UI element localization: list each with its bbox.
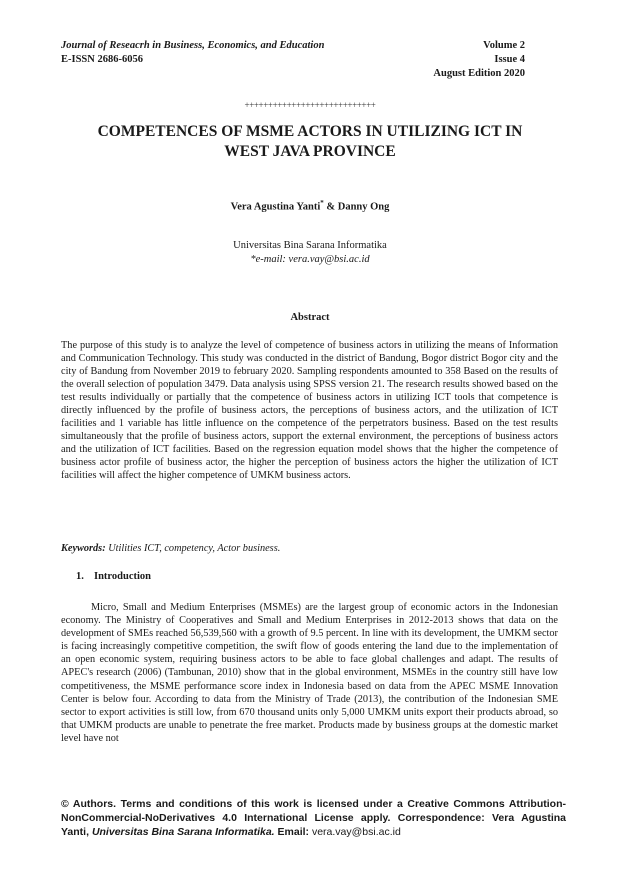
paper-title: [60, 122, 560, 162]
license-text: © Authors. Terms and conditions of this work is licensed under a Creative Commons Attribution-NonCommercial-NoDerivatives 4.0 International License apply. Correspondence: Vera Agustina Yanti,: [61, 798, 566, 838]
abstract-body: The purpose of this study is to analyze the level of competence of business actors in utilizing the means of Information and Communication Technology. This study was conducted in the district of Bandung, Bogor district Bogor city and the city of Bandung from November 2019 to february 2020. Sampling respondents amounted to 358 Based on the results of the overall selection of population 3479. Data analysis using SPSS version 21. The research results showed based on the test results individually or partially that the competence of business actors in utilizing ICT tools that competence is directly influenced by the profile of business actors, the perceptions of business actors, and the utilization of ICT facilities and 1 variable has little influence on the competence of the perpetrators business. Based on the test results simultaneously that the profile of business actors, support the external environment, the perceptions of business actors and the utilization of ICT facilities. Based on the regression equation model shows that the higher the competence of business actor profile of business actor, the higher the perception of business actors the higher the utilization of ICT facilities will affect the higher competence of UMKM business actors.: [61, 340, 558, 481]
author-first: Vera Agustina Yanti: [230, 201, 321, 213]
author-email: *e-mail: vera.vay@bsi.ac.id: [250, 254, 370, 265]
license-footer: [61, 797, 566, 839]
section-title: Introduction: [94, 571, 151, 582]
journal-issue: Issue 4: [494, 54, 525, 65]
keywords-label: Keywords:: [61, 543, 106, 554]
keywords: [61, 543, 280, 554]
email-label: Email:: [277, 826, 310, 838]
affiliation-block: [0, 239, 620, 267]
paper-title-line-1: COMPETENCES OF MSME ACTORS IN UTILIZING ICT IN: [97, 123, 523, 140]
corresponding-mark: *: [320, 199, 324, 207]
affiliation-footer: Universitas Bina Sarana Informatika.: [91, 826, 275, 838]
journal-name: Journal of Reseacrh in Business, Economics, and Education: [61, 40, 325, 51]
introduction-paragraph: Micro, Small and Medium Enterprises (MSMEs) are the largest group of economic actors in the Indonesian economy. The Ministry of Cooperatives and Small and Medium Enterprises in 2012-2013 shows that data on the development of SMEs reached 56,539,560 with a growth of 9.5 percent. In line with its development, the UMKM sector is facing increasingly competitive competition, the swift flow of goods entering the land due to the implementation of an open economic system, requiring business actors to be able to face global challenges and adapt. The results of APEC's research (2006) (Tambunan, 2010) show that in the global environment, MSMEs in the country still have low competitiveness, the MSME performance score index in Indonesia based on data from the APEC MSME Innovation Center is below four. According to data from the Ministry of Trade (2013), the contribution of the Indonesian SME sector to export activities is still low, from 670 thousand units only 5,000 UMKM units export their products abroad, so that UMKM products are unable to penetrate the free market. Products made by business groups at the domestic market level have not: [61, 602, 558, 744]
affiliation: Universitas Bina Sarana Informatika: [233, 240, 387, 251]
keywords-text: Utilities ICT, competency, Actor business.: [108, 543, 281, 554]
abstract-heading: Abstract: [290, 312, 330, 323]
section-number: 1.: [76, 571, 84, 582]
journal-header-left: [61, 39, 324, 67]
author-rest: & Danny Ong: [326, 201, 390, 213]
journal-volume: Volume 2: [483, 40, 525, 51]
journal-issn: E-ISSN 2686-6056: [61, 54, 143, 65]
separator-line: ++++++++++++++++++++++++++++: [244, 100, 376, 110]
paper-title-line-2: WEST JAVA PROVINCE: [224, 143, 396, 160]
section-heading: [76, 571, 151, 582]
journal-edition: August Edition 2020: [433, 68, 525, 79]
author-list: [0, 199, 620, 213]
journal-header-right: [433, 39, 525, 81]
footer-email: vera.vay@bsi.ac.id: [311, 826, 401, 838]
